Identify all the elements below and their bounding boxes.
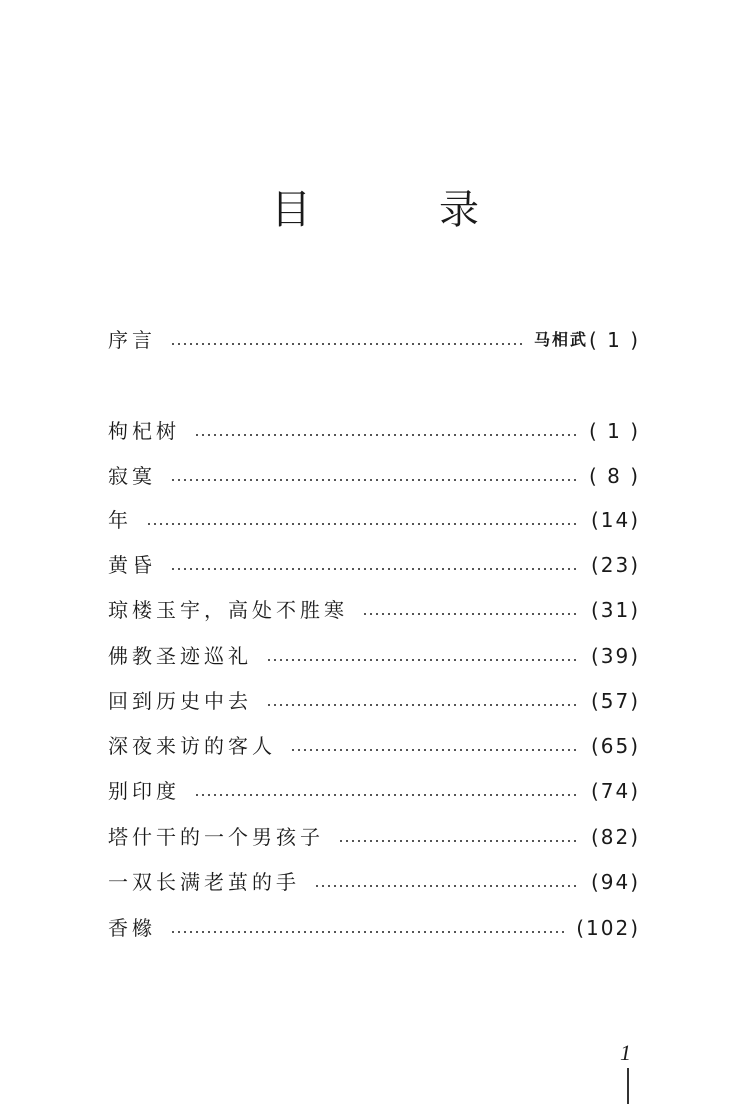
- page-title: 目 录: [271, 187, 523, 233]
- toc-entry-page: ( 1 ): [588, 328, 640, 352]
- page-number: 1: [620, 1040, 631, 1065]
- toc-entry-page: (94): [590, 870, 640, 894]
- toc-entry-page: (102): [576, 916, 640, 940]
- leader-dots: [266, 704, 576, 706]
- toc-entry-title: 佛教圣迹巡礼: [108, 644, 252, 668]
- toc-entry[interactable]: [108, 595, 640, 625]
- toc-entry-title: 别印度: [108, 779, 180, 803]
- toc-entry[interactable]: [108, 913, 640, 943]
- leader-dots: [338, 840, 576, 842]
- toc-entry-page: (39): [590, 644, 640, 668]
- toc-entry[interactable]: [108, 641, 640, 671]
- leader-dots: [170, 479, 576, 481]
- toc-entry-title: 黄昏: [108, 553, 156, 577]
- toc-entry[interactable]: [108, 776, 640, 806]
- toc-entry-title: 琼楼玉宇，高处不胜寒: [108, 598, 348, 622]
- leader-dots: [362, 613, 576, 615]
- toc-entry-page: (14): [590, 508, 640, 532]
- toc-entry-title: 枸杞树: [108, 419, 180, 443]
- toc-entry[interactable]: [108, 505, 640, 535]
- leader-dots: [170, 343, 526, 345]
- leader-dots: [290, 749, 576, 751]
- toc-entry-preface[interactable]: [108, 325, 640, 355]
- folio-rule: [627, 1068, 629, 1104]
- leader-dots: [194, 794, 576, 796]
- toc-entry-page: (23): [590, 553, 640, 577]
- toc-entry[interactable]: [108, 550, 640, 580]
- toc-entry-page: (31): [590, 598, 640, 622]
- toc-entry[interactable]: [108, 686, 640, 716]
- leader-dots: [314, 885, 576, 887]
- toc-entry-title: 香橼: [108, 916, 156, 940]
- toc-entry-page: ( 1 ): [588, 419, 640, 443]
- toc-entry-title: 塔什干的一个男孩子: [108, 825, 324, 849]
- toc-entry-author: 马相武: [533, 330, 588, 349]
- toc-entry-title: 深夜来访的客人: [108, 734, 276, 758]
- toc-entry-title: 寂寞: [108, 464, 156, 488]
- toc-entry[interactable]: [108, 867, 640, 897]
- toc-entry-page: ( 8 ): [588, 464, 640, 488]
- leader-dots: [194, 434, 576, 436]
- leader-dots: [170, 568, 576, 570]
- toc-entry[interactable]: [108, 731, 640, 761]
- leader-dots: [170, 931, 568, 933]
- toc-entry[interactable]: [108, 461, 640, 491]
- toc-entry-title: 一双长满老茧的手: [108, 870, 300, 894]
- toc-entry-title: 年: [108, 508, 132, 532]
- toc-entry[interactable]: [108, 822, 640, 852]
- leader-dots: [146, 523, 576, 525]
- toc-entry[interactable]: [108, 416, 640, 446]
- toc-entry-title: 序言: [108, 328, 156, 352]
- leader-dots: [266, 659, 576, 661]
- toc-entry-page: (57): [590, 689, 640, 713]
- toc-entry-page: (74): [590, 779, 640, 803]
- toc-entry-title: 回到历史中去: [108, 689, 252, 713]
- toc-entry-page: (82): [590, 825, 640, 849]
- toc-entry-page: (65): [590, 734, 640, 758]
